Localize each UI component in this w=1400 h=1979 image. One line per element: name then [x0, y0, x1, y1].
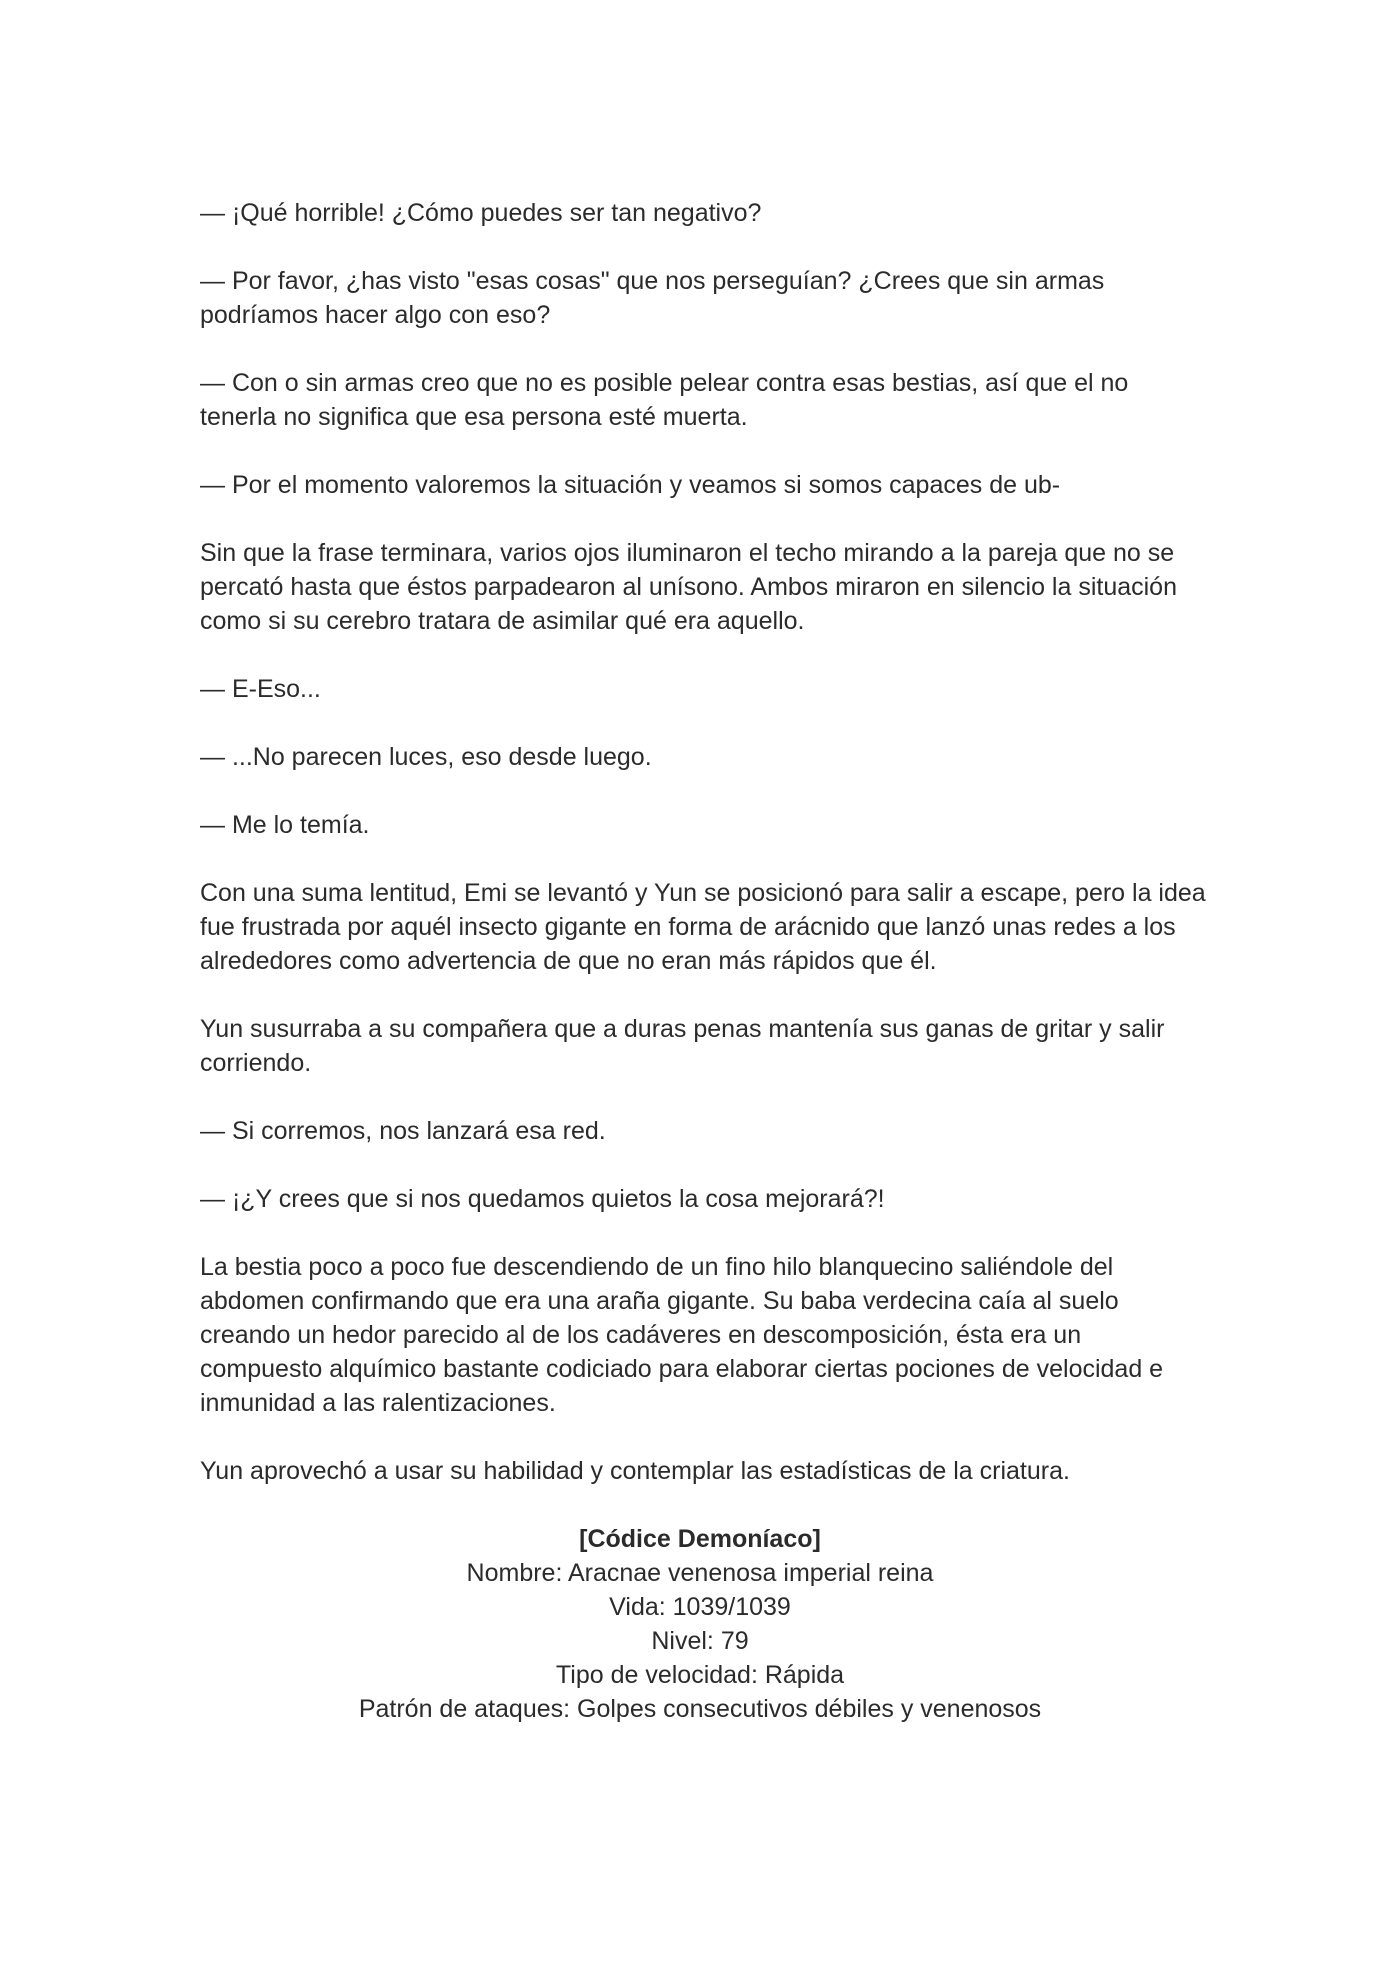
codex-attack-pattern: Patrón de ataques: Golpes consecutivos débiles y venenosos: [358, 1695, 1042, 1723]
codex-speed-type: Tipo de velocidad: Rápida: [555, 1661, 845, 1689]
paragraph: Yun aprovechó a usar su habilidad y contemplar las estadísticas de la criatura.: [200, 1457, 1070, 1485]
paragraph: — Por favor, ¿has visto "esas cosas" que nos perseguían? ¿Crees que sin armas podríamos hacer algo con eso?: [200, 267, 1105, 329]
codex-title: [Códice Demoníaco]: [579, 1525, 821, 1553]
paragraph: Yun susurraba a su compañera que a duras penas mantenía sus ganas de gritar y salir corriendo.: [200, 1015, 1165, 1077]
document-page: [200, 196, 1210, 1726]
paragraph: — E-Eso...: [200, 675, 321, 703]
codex-name: Nombre: Aracnae venenosa imperial reina: [466, 1559, 934, 1587]
paragraph: Con una suma lentitud, Emi se levantó y Yun se posicionó para salir a escape, pero la idea fue frustrada por aquél insecto gigante en forma de arácnido que lanzó unas redes a los alrededores como advertencia de que no eran más rápidos que él.: [200, 879, 1206, 975]
paragraph: — Si corremos, nos lanzará esa red.: [200, 1117, 606, 1145]
paragraph: — ...No parecen luces, eso desde luego.: [200, 743, 652, 771]
codex-stat-block: [200, 1522, 1200, 1726]
codex-health: Vida: 1039/1039: [609, 1593, 791, 1621]
paragraph: — Por el momento valoremos la situación y veamos si somos capaces de ub-: [200, 471, 1061, 499]
codex-level: Nivel: 79: [651, 1627, 749, 1655]
paragraph: Sin que la frase terminara, varios ojos iluminaron el techo mirando a la pareja que no se percató hasta que éstos parpadearon al unísono. Ambos miraron en silencio la situación como si su cerebro tratara de asimilar qué era aquello.: [200, 539, 1177, 635]
paragraph: — ¡¿Y crees que si nos quedamos quietos la cosa mejorará?!: [200, 1185, 885, 1213]
paragraph: — Con o sin armas creo que no es posible pelear contra esas bestias, así que el no tenerla no significa que esa persona esté muerta.: [200, 369, 1129, 431]
paragraph: — Me lo temía.: [200, 811, 370, 839]
paragraph: — ¡Qué horrible! ¿Cómo puedes ser tan negativo?: [200, 199, 762, 227]
paragraph: La bestia poco a poco fue descendiendo de un fino hilo blanquecino saliéndole del abdomen confirmando que era una araña gigante. Su baba verdecina caía al suelo creando un hedor parecido al de los cadáveres en descomposición, ésta era un compuesto alquímico bastante codiciado para elaborar ciertas pociones de velocidad e inmunidad a las ralentizaciones.: [200, 1253, 1164, 1417]
